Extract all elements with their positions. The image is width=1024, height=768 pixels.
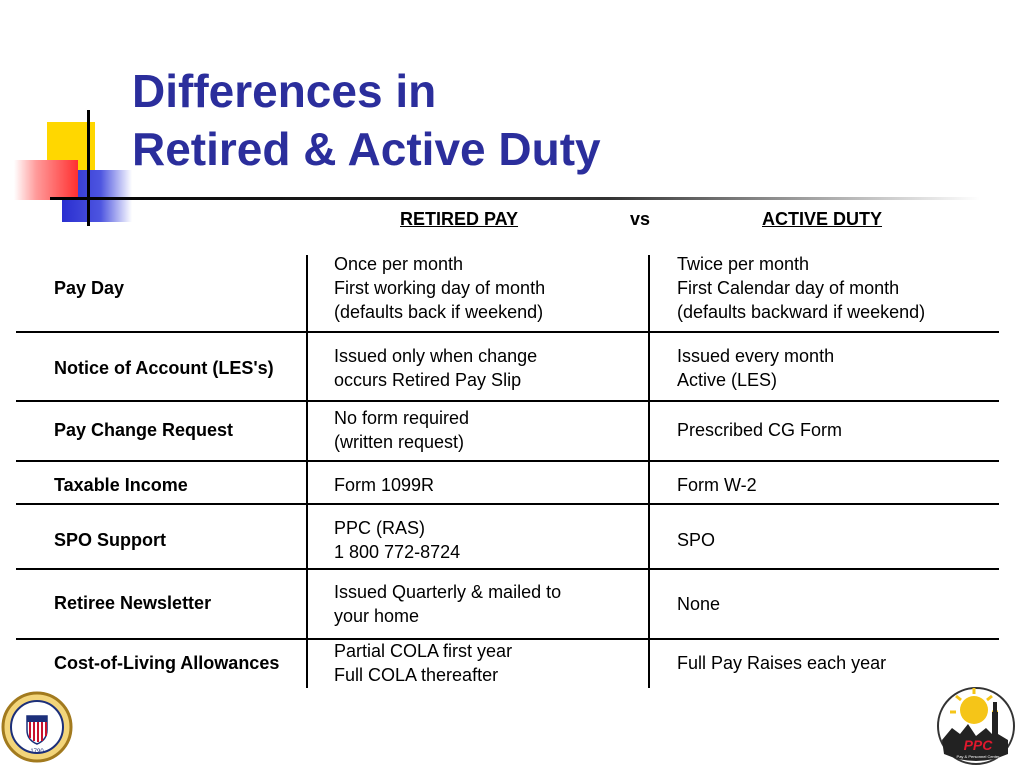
active-cell-pay-day (677, 252, 925, 324)
active-cell-spo-support (677, 528, 715, 552)
cell-line: Issued Quarterly & mailed to (334, 582, 562, 602)
cell-line: occurs Retired Pay Slip (334, 370, 522, 390)
row-divider (16, 503, 999, 505)
ppc-logo-text: PPC (963, 737, 993, 753)
cell-line: Active (LES) (677, 370, 778, 390)
retired-cell-pay-day (334, 252, 545, 324)
active-cell-retiree-newsletter (677, 592, 720, 616)
row-divider (16, 568, 999, 570)
row-divider (16, 400, 999, 402)
retired-cell-notice-of-account (334, 344, 537, 392)
cell-line: Form 1099R (334, 475, 435, 495)
row-label-pay-day: Pay Day (54, 278, 125, 298)
active-cell-taxable-income (677, 473, 757, 497)
active-cell-cost-of-living (677, 651, 886, 675)
cell-line: First working day of month (334, 278, 546, 298)
cell-line: Issued only when change (334, 346, 538, 366)
red-bar-decoration (14, 160, 78, 200)
cell-line: Issued every month (677, 346, 835, 366)
cell-line: SPO (677, 530, 716, 550)
cell-line: (defaults back if weekend) (334, 302, 544, 322)
cell-line: Prescribed CG Form (677, 420, 843, 440)
row-label-cost-of-living: Cost-of-Living Allowances (54, 653, 280, 673)
title-line-2: Retired & Active Duty (132, 123, 601, 175)
row-label-retiree-newsletter: Retiree Newsletter (54, 593, 212, 613)
cell-line: Partial COLA first year (334, 641, 513, 661)
column-header-active: ACTIVE DUTY (762, 209, 883, 229)
row-divider (16, 331, 999, 333)
cell-line: First Calendar day of month (677, 278, 900, 298)
cell-line: (defaults backward if weekend) (677, 302, 926, 322)
seal-year: 1790 (30, 749, 44, 755)
title-line-1: Differences in (132, 65, 437, 117)
ppc-logo (934, 684, 1018, 768)
ppc-logo-subtext: Pay & Personnel Center (956, 754, 1000, 759)
cell-line: (written request) (334, 432, 465, 452)
page-title (132, 62, 601, 178)
row-divider (16, 460, 999, 462)
cell-line: 1 800 772-8724 (334, 542, 461, 562)
cell-line: No form required (334, 408, 470, 428)
cell-line: PPC (RAS) (334, 518, 426, 538)
cell-line: Form W-2 (677, 475, 757, 495)
row-label-spo-support: SPO Support (54, 530, 166, 550)
retired-cell-spo-support (334, 516, 460, 564)
row-label-notice-of-account: Notice of Account (LES's) (54, 358, 274, 378)
retired-cell-retiree-newsletter (334, 580, 561, 628)
column-header-retired: RETIRED PAY (400, 209, 519, 229)
vertical-line-decoration (87, 110, 90, 226)
retired-cell-taxable-income (334, 473, 434, 497)
coast-guard-seal-logo (0, 690, 74, 764)
cell-line: None (677, 594, 721, 614)
row-label-pay-change-request: Pay Change Request (54, 420, 234, 440)
cell-line: your home (334, 606, 420, 626)
active-cell-pay-change-request (677, 418, 842, 442)
cell-line: Once per month (334, 254, 464, 274)
cell-line: Full COLA thereafter (334, 665, 499, 685)
column-divider (306, 255, 308, 688)
column-divider (648, 255, 650, 688)
retired-cell-cost-of-living (334, 639, 512, 687)
cell-line: Full Pay Raises each year (677, 653, 887, 673)
retired-cell-pay-change-request (334, 406, 469, 454)
active-cell-notice-of-account (677, 344, 834, 392)
title-underline (50, 197, 980, 200)
cell-line: Twice per month (677, 254, 810, 274)
row-label-taxable-income: Taxable Income (54, 475, 188, 495)
column-header-vs: vs (630, 209, 651, 229)
